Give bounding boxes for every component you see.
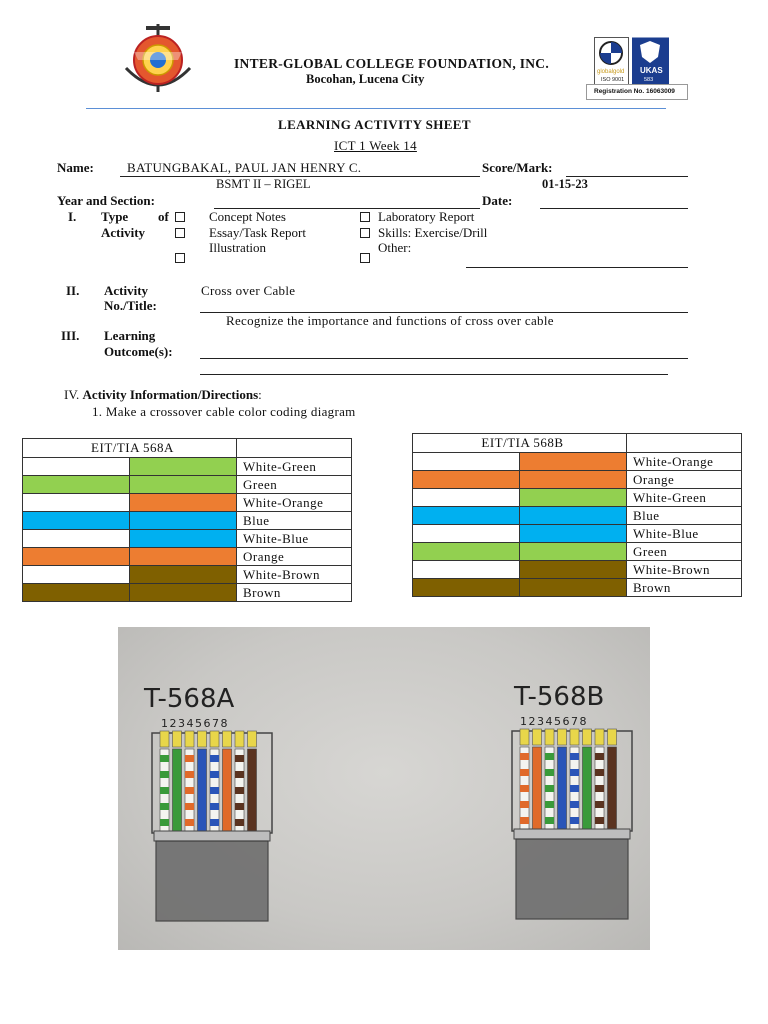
section1-label-of: of <box>158 209 169 224</box>
wire-label: Green <box>237 476 352 494</box>
conn-568a-wire-stripe <box>235 771 244 778</box>
conn-568b-wire-stripe <box>520 801 529 808</box>
checkbox-laboratory-report[interactable] <box>360 212 370 222</box>
color-swatch-orange <box>520 453 627 471</box>
color-swatch-white <box>413 453 520 471</box>
conn-568b-pin <box>558 729 567 745</box>
conn-568a-wire-stripe <box>160 787 169 794</box>
label-t568a: T-568A <box>144 684 235 714</box>
conn-568a-wire-stripe <box>210 755 219 762</box>
wire-label: White-Blue <box>237 530 352 548</box>
color-swatch-orange <box>130 548 237 566</box>
option-illustration: Illustration <box>209 240 267 255</box>
table-568a-row <box>23 566 352 584</box>
conn-568b-jacket-collar <box>514 829 630 839</box>
label-t568b: T-568B <box>514 682 605 712</box>
conn-568a-wire-stripe <box>210 819 219 826</box>
color-swatch-blue <box>520 507 627 525</box>
color-swatch-green <box>413 543 520 561</box>
year-section-label: Year and Section: <box>57 193 155 208</box>
conn-568b-pin <box>533 729 542 745</box>
conn-568a-wire-stripe <box>210 803 219 810</box>
checkbox-skills-exercise-drill[interactable] <box>360 228 370 238</box>
conn-568b-wire-stripe <box>570 817 579 824</box>
conn-568a-pin <box>198 731 207 747</box>
table-568a-row <box>23 476 352 494</box>
conn-568b-wire-stripe <box>520 785 529 792</box>
conn-568b-wire-stripe <box>570 769 579 776</box>
conn-568a-wire-stripe <box>160 819 169 826</box>
conn-568a-wire-stripe <box>185 787 194 794</box>
sheet-subtitle: ICT 1 Week 14 <box>334 138 417 153</box>
section3-number: III. <box>61 328 80 343</box>
table-568b <box>412 433 742 597</box>
conn-568b-wire-stripe <box>545 785 554 792</box>
name-label: Name: <box>57 160 94 175</box>
pin-numbers-a: 12345678 <box>161 717 229 730</box>
wire-label: White-Green <box>237 458 352 476</box>
learning-outcome-line-1 <box>200 358 688 359</box>
conn-568a-pin <box>160 731 169 747</box>
conn-568a-wire-br <box>248 749 257 831</box>
conn-568b-wire-stripe <box>545 769 554 776</box>
table-568a-row <box>23 548 352 566</box>
option-laboratory-report: Laboratory Report <box>378 209 475 224</box>
color-swatch-orange <box>520 471 627 489</box>
color-swatch-blue <box>413 507 520 525</box>
wire-label: White-Brown <box>237 566 352 584</box>
conn-568a-wire-b <box>198 749 207 831</box>
color-swatch-brown <box>413 579 520 597</box>
table-568b-row <box>413 507 742 525</box>
wire-label: White-Green <box>627 489 742 507</box>
conn-568a-wire-stripe <box>160 803 169 810</box>
conn-568a-cable-jacket <box>156 841 268 921</box>
conn-568b-wire-stripe <box>570 801 579 808</box>
conn-568b-pin <box>570 729 579 745</box>
institution-name: INTER-GLOBAL COLLEGE FOUNDATION, INC. <box>234 56 550 71</box>
checkbox-illustration[interactable] <box>175 253 185 263</box>
registration-number: Registration No. 16063009 <box>594 88 675 95</box>
section2-label-activity: Activity <box>104 283 149 298</box>
section4-item-1: 1. Make a crossover cable color coding diagram <box>92 404 356 419</box>
certification-logo <box>594 37 670 85</box>
table-568a-row <box>23 584 352 602</box>
conn-568a-pin <box>235 731 244 747</box>
institution-location: Bocohan, Lucena City <box>306 72 425 86</box>
conn-568a-jacket-collar <box>154 831 270 841</box>
conn-568b-wire-stripe <box>595 801 604 808</box>
date-label: Date: <box>482 193 513 208</box>
conn-568a-wire-stripe <box>235 819 244 826</box>
conn-568b-wire-stripe <box>595 785 604 792</box>
color-swatch-white <box>413 525 520 543</box>
date-field-line <box>540 208 688 209</box>
color-swatch-brown <box>23 584 130 602</box>
table-568a-row <box>23 530 352 548</box>
section4-number: IV. <box>64 387 80 402</box>
wire-label: Orange <box>627 471 742 489</box>
conn-568b-wire-stripe <box>595 817 604 824</box>
conn-568a-pin <box>223 731 232 747</box>
conn-568b-wire-stripe <box>595 753 604 760</box>
color-swatch-orange <box>413 471 520 489</box>
color-swatch-green <box>23 476 130 494</box>
section1-number: I. <box>68 209 77 224</box>
section1-label-activity: Activity <box>101 225 146 240</box>
wire-label: Brown <box>237 584 352 602</box>
conn-568b-wire-stripe <box>520 753 529 760</box>
color-swatch-orange <box>130 494 237 512</box>
conn-568b-pin <box>595 729 604 745</box>
section4-heading <box>64 387 262 403</box>
conn-568a-pin <box>248 731 257 747</box>
conn-568b-wire-stripe <box>595 769 604 776</box>
color-swatch-green <box>520 489 627 507</box>
option-essay-task-report: Essay/Task Report <box>209 225 306 240</box>
color-swatch-white <box>413 561 520 579</box>
wire-label: White-Brown <box>627 561 742 579</box>
color-swatch-white <box>23 494 130 512</box>
conn-568b-wire-b <box>558 747 567 829</box>
option-concept-notes: Concept Notes <box>209 209 286 224</box>
color-swatch-green <box>130 458 237 476</box>
conn-568b-wire-br <box>608 747 617 829</box>
table-568b-row <box>413 579 742 597</box>
cert-text-iso: ISO 9001 <box>601 77 625 83</box>
table-568a-row <box>23 458 352 476</box>
conn-568b-wire-o <box>533 747 542 829</box>
conn-568a-wire-o <box>223 749 232 831</box>
table-568b-row <box>413 525 742 543</box>
conn-568a-wire-stripe <box>210 787 219 794</box>
conn-568b-pin <box>545 729 554 745</box>
conn-568b-wire-stripe <box>545 801 554 808</box>
learning-outcome-line-2 <box>200 374 668 375</box>
conn-568b-wire-stripe <box>545 753 554 760</box>
conn-568a-wire-g <box>173 749 182 831</box>
conn-568b-wire-stripe <box>545 817 554 824</box>
color-swatch-white <box>23 566 130 584</box>
wire-label: Blue <box>237 512 352 530</box>
wire-label: Brown <box>627 579 742 597</box>
table-568a <box>22 438 352 602</box>
conn-568b-wire-stripe <box>520 817 529 824</box>
section2-label-title: No./Title: <box>104 298 157 313</box>
conn-568a-wire-stripe <box>210 771 219 778</box>
table-568b-row <box>413 453 742 471</box>
table-568b-row <box>413 471 742 489</box>
color-swatch-white <box>413 489 520 507</box>
wire-label: White-Orange <box>627 453 742 471</box>
college-logo <box>118 22 198 94</box>
conn-568a-wire-stripe <box>160 771 169 778</box>
section4-label: Activity Information/Directions <box>82 387 259 402</box>
color-swatch-blue <box>520 525 627 543</box>
date-value: 01-15-23 <box>542 177 588 191</box>
table-568b-row <box>413 543 742 561</box>
wire-label: Green <box>627 543 742 561</box>
color-swatch-brown <box>130 584 237 602</box>
conn-568a-wire-stripe <box>235 803 244 810</box>
section2-number: II. <box>66 283 80 298</box>
conn-568a-wire-stripe <box>235 787 244 794</box>
checkbox-essay-task-report[interactable] <box>175 228 185 238</box>
option-skills-exercise-drill: Skills: Exercise/Drill <box>378 225 488 240</box>
cert-text-globalgold: globalgold <box>597 69 625 75</box>
other-field-line <box>466 267 688 268</box>
checkbox-other[interactable] <box>360 253 370 263</box>
table-568b-row <box>413 561 742 579</box>
conn-568a-pin <box>185 731 194 747</box>
color-swatch-brown <box>520 579 627 597</box>
pin-numbers-b: 12345678 <box>520 715 588 728</box>
wire-label: White-Orange <box>237 494 352 512</box>
color-swatch-blue <box>23 512 130 530</box>
conn-568a-wire-stripe <box>185 803 194 810</box>
color-swatch-blue <box>130 530 237 548</box>
header-divider <box>86 108 666 109</box>
conn-568b-cable-jacket <box>516 839 628 919</box>
table-568a-row <box>23 494 352 512</box>
conn-568b-pin <box>608 729 617 745</box>
table-568b-title: EIT/TIA 568B <box>413 434 627 453</box>
color-swatch-brown <box>520 561 627 579</box>
section3-label-outcomes: Outcome(s): <box>104 344 173 359</box>
color-swatch-blue <box>130 512 237 530</box>
activity-title-value: Cross over Cable <box>201 283 296 298</box>
cert-text-ukas: UKAS <box>640 66 663 75</box>
conn-568a-pin <box>173 731 182 747</box>
conn-568a-pin <box>210 731 219 747</box>
section4-colon: : <box>258 387 262 402</box>
color-swatch-orange <box>23 548 130 566</box>
section3-label-learning: Learning <box>104 328 156 343</box>
sheet-title: LEARNING ACTIVITY SHEET <box>278 117 471 132</box>
conn-568a-wire-stripe <box>160 755 169 762</box>
color-swatch-green <box>520 543 627 561</box>
color-swatch-green <box>130 476 237 494</box>
conn-568a-wire-stripe <box>185 755 194 762</box>
color-swatch-brown <box>130 566 237 584</box>
conn-568a-wire-stripe <box>235 755 244 762</box>
conn-568a-wire-stripe <box>185 819 194 826</box>
checkbox-concept-notes[interactable] <box>175 212 185 222</box>
score-label: Score/Mark: <box>482 160 553 175</box>
table-568b-row <box>413 489 742 507</box>
conn-568b-pin <box>520 729 529 745</box>
wire-label: Blue <box>627 507 742 525</box>
section-value: BSMT II – RIGEL <box>216 177 311 191</box>
name-value: BATUNGBAKAL, PAUL JAN HENRY C. <box>127 160 362 175</box>
conn-568b-wire-stripe <box>570 753 579 760</box>
wire-label: Orange <box>237 548 352 566</box>
conn-568b-wire-g <box>583 747 592 829</box>
connector-drawing-photo <box>118 627 650 950</box>
conn-568b-wire-stripe <box>570 785 579 792</box>
table-568a-row <box>23 512 352 530</box>
option-other: Other: <box>378 240 412 255</box>
color-swatch-white <box>23 458 130 476</box>
wire-label: White-Blue <box>627 525 742 543</box>
section1-label-type: Type <box>101 209 129 224</box>
learning-outcome-value: Recognize the importance and functions of cross over cable <box>226 313 554 328</box>
conn-568a-wire-stripe <box>185 771 194 778</box>
color-swatch-white <box>23 530 130 548</box>
conn-568b-pin <box>583 729 592 745</box>
table-568a-title: EIT/TIA 568A <box>23 439 237 458</box>
cert-text-583: 583 <box>644 77 654 83</box>
conn-568b-wire-stripe <box>520 769 529 776</box>
